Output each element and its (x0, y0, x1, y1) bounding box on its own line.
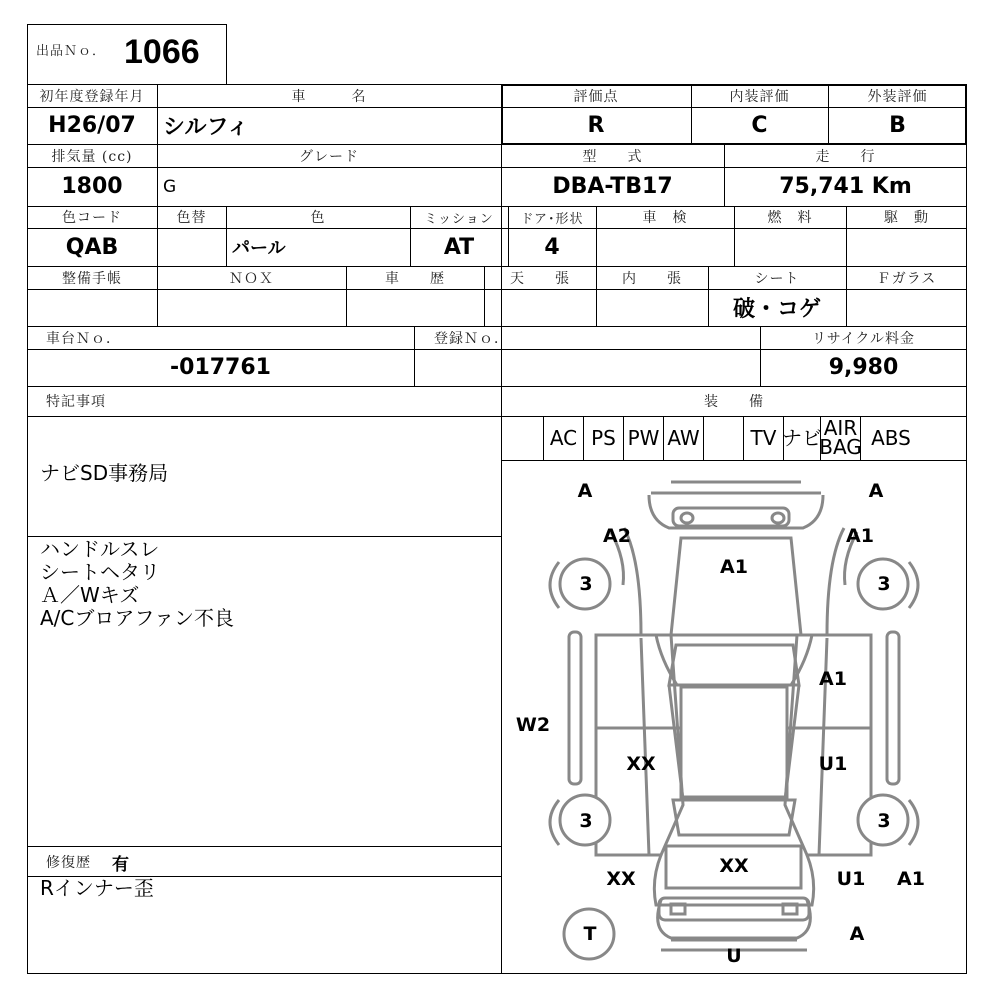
seat-value: 破・コゲ (732, 297, 821, 322)
damage-wheel-rr: 3 (877, 810, 891, 832)
equipment-item-2: PS (584, 416, 624, 460)
color-code-value: QAB (65, 234, 119, 260)
damage-rear-bumper: U (726, 945, 742, 967)
reg-no-value (414, 349, 760, 386)
damage-wheel-fl: 3 (579, 573, 593, 595)
displacement-value: 1800 (61, 174, 123, 199)
interior-label: 内装評価 (729, 88, 790, 105)
drive-label: 駆 動 (884, 210, 929, 226)
exterior-value: B (889, 113, 906, 138)
model-value: DBA-TB17 (552, 174, 673, 199)
equipment-item-3: PW (624, 416, 664, 460)
notes-line-1: ナビSD事務局 (40, 461, 169, 485)
damage-side-left: W2 (515, 714, 551, 736)
fuel-value (734, 228, 846, 266)
ceiling-value (484, 289, 596, 326)
color-label: 色 (310, 210, 326, 226)
equipment-row (501, 416, 967, 460)
notes-line-4: Ａ／Wキズ (40, 583, 140, 607)
inspection-value (596, 228, 734, 266)
service-book-label: 整備手帳 (62, 270, 122, 287)
repair-note: Rインナー歪 (40, 876, 154, 900)
car-damage-diagram (501, 460, 967, 974)
damage-rear-right-corner: A1 (897, 868, 925, 890)
doors-label: ドア･形状 (520, 211, 584, 227)
repaint-label: 色替 (176, 210, 207, 226)
reg-no-label: 登録Ｎｏ． (434, 330, 509, 347)
notes-line-5: A/Cブロアファン不良 (40, 606, 234, 630)
drive-value (846, 228, 967, 266)
car-name-value: シルフィ (163, 115, 249, 140)
equipment-label: 装 備 (704, 394, 764, 410)
repair-value: 有 (112, 854, 129, 875)
ceiling-label: 天 張 (510, 270, 570, 287)
repaint-value (157, 228, 226, 266)
equipment-item-5 (704, 416, 744, 460)
color-value: パール (232, 238, 286, 259)
lot-number: 1066 (124, 32, 200, 71)
damage-front-right: A (868, 480, 884, 502)
mileage-value: 75,741 Km (779, 174, 912, 199)
trim-value (596, 289, 708, 326)
damage-trunk: XX (719, 855, 749, 877)
notes-line-3: シートヘタリ (40, 560, 160, 584)
chassis-label: 車台Ｎｏ． (46, 330, 121, 347)
damage-wheel-rl: 3 (579, 810, 593, 832)
equipment-item-8: AIR BAG (819, 416, 862, 459)
history-label: 車 歴 (385, 270, 445, 287)
interior-value: C (751, 113, 768, 138)
equipment-item-0 (501, 416, 544, 460)
damage-door-left-rear: XX (626, 753, 656, 775)
lot-label: 出品Ｎｏ． (36, 43, 107, 59)
notes-line-2: ハンドルスレ (40, 537, 160, 561)
damage-spare-tire: T (583, 923, 597, 945)
damage-rear-right: A (849, 923, 865, 945)
mileage-label: 走 行 (815, 148, 876, 165)
equipment-item-4: AW (664, 416, 704, 460)
equipment-item-6: TV (744, 416, 784, 460)
recycle-value: 9,980 (828, 355, 899, 380)
damage-front-left: A (577, 480, 593, 502)
doors-value: 4 (544, 234, 560, 260)
equipment-item-7: ナビ (784, 416, 821, 460)
trim-label: 内 張 (622, 270, 682, 287)
displacement-label: 排気量 (cc) (51, 148, 133, 165)
color-code-label: 色コード (62, 210, 122, 226)
damage-fender-left: A2 (603, 525, 631, 547)
grade-value: G (163, 176, 177, 197)
damage-door-right-front: A1 (819, 668, 847, 690)
recycle-label: リサイクル料金 (811, 330, 916, 347)
equipment-item-9: ABS (871, 425, 911, 450)
notes-label: 特記事項 (46, 394, 106, 410)
exterior-label: 外装評価 (867, 88, 928, 105)
damage-quarter-left: XX (606, 868, 636, 890)
transmission-value: AT (443, 234, 475, 260)
first-reg-label: 初年度登録年月 (39, 88, 145, 105)
damage-wheel-fr: 3 (877, 573, 891, 595)
fuel-label: 燃 料 (767, 210, 813, 226)
model-label: 型 式 (582, 148, 643, 165)
car-name-label: 車 名 (291, 88, 367, 105)
grade-label: グレード (299, 148, 359, 165)
first-reg-value: H26/07 (48, 113, 136, 138)
history-value (346, 289, 484, 326)
inspection-label: 車 検 (642, 210, 688, 226)
nox-value (157, 289, 346, 326)
chassis-value: -017761 (170, 355, 271, 380)
service-book-value (27, 289, 157, 326)
damage-fender-right: A1 (846, 525, 874, 547)
score-value: R (587, 113, 605, 138)
transmission-label: ミッション (424, 211, 494, 227)
nox-label: ＮＯＸ (229, 270, 274, 287)
seat-label: シート (754, 270, 800, 287)
damage-door-right-rear: U1 (818, 753, 848, 775)
fglass-value (846, 289, 967, 326)
score-label: 評価点 (573, 88, 619, 105)
fglass-label: Ｆガラス (876, 270, 937, 287)
damage-quarter-right: U1 (836, 868, 866, 890)
damage-hood: A1 (720, 556, 748, 578)
repair-label: 修復歴 (46, 855, 91, 871)
equipment-item-1: AC (544, 416, 584, 460)
